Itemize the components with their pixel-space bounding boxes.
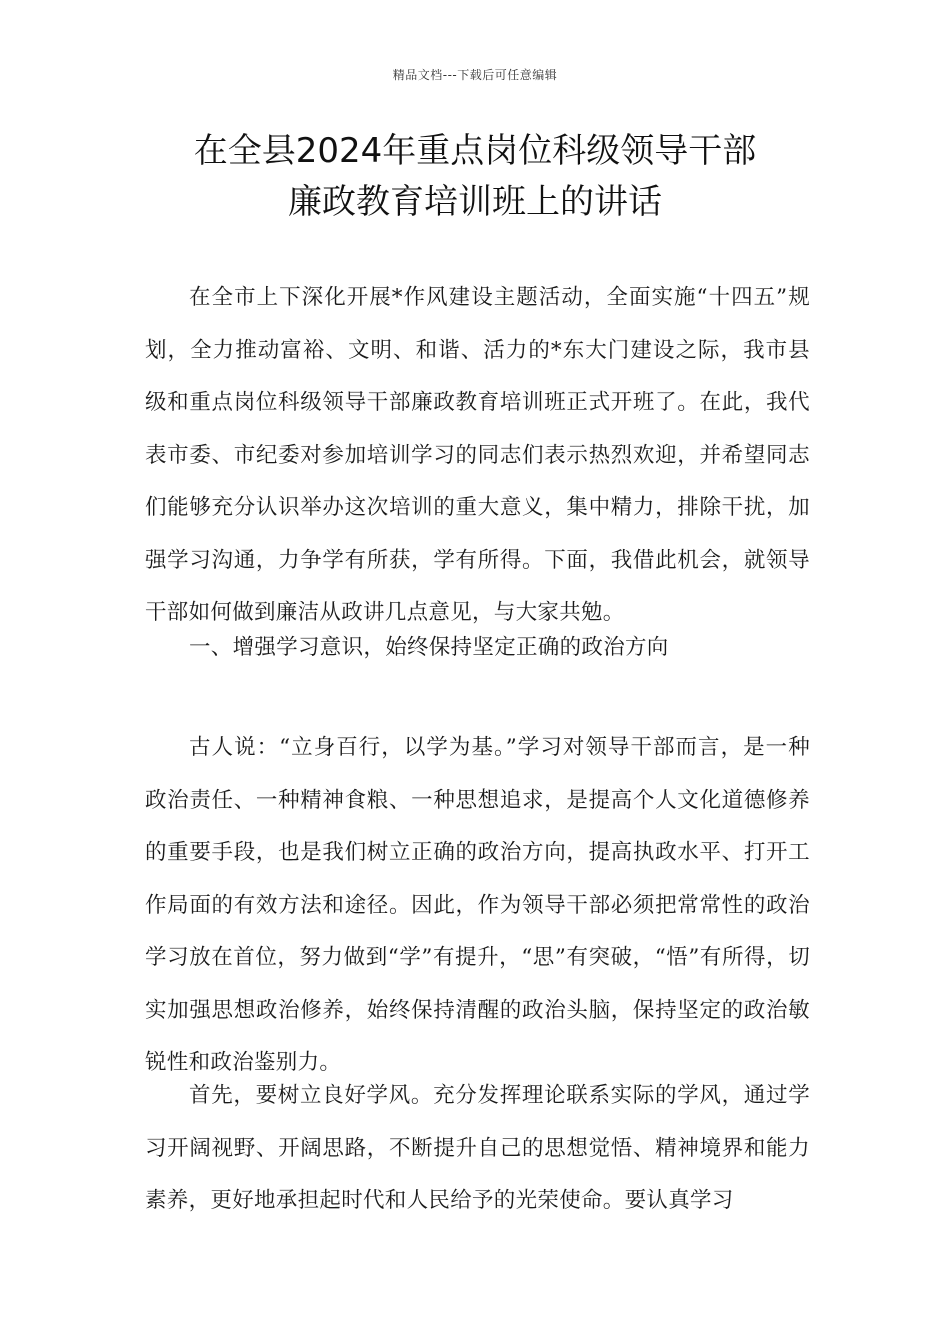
document-title <box>60 126 890 228</box>
title-line-2: 廉政教育培训班上的讲话 <box>288 182 662 222</box>
paragraph-study-style: 首先，要树立良好学风。充分发挥理论联系实际的学风，通过学习开阔视野、开阔思路，不断提升自己的思想觉悟、精神境界和能力素养，更好地承担起时代和人民给予的光荣使命。要认真学习 <box>145 1083 810 1213</box>
section-heading-1: 一、增强学习意识，始终保持坚定正确的政治方向 <box>189 635 669 660</box>
paragraph-study: 古人说：“立身百行，以学为基。”学习对领导干部而言，是一种政治责任、一种精神食粮、一种思想追求，是提高个人文化道德修养的重要手段，也是我们树立正确的政治方向，提高执政水平、打开工作局面的有效方法和途径。因此，作为领导干部必须把常常性的政治学习放在首位，努力做到“学”有提升，“思”有突破，“悟”有所得，切实加强思想政治修养，始终保持清醒的政治头脑，保持坚定的政治敏锐性和政治鉴别力。 <box>145 735 810 1075</box>
header-note: 精品文档---下载后可任意编辑 <box>392 68 558 82</box>
title-line-1: 在全县2024年重点岗位科级领导干部 <box>193 131 757 171</box>
paragraph-intro: 在全市上下深化开展*作风建设主题活动，全面实施“十四五”规划，全力推动富裕、文明、和谐、活力的*东大门建设之际，我市县级和重点岗位科级领导干部廉政教育培训班正式开班了。在此，我代表市委、市纪委对参加培训学习的同志们表示热烈欢迎，并希望同志们能够充分认识举办这次培训的重大意义，集中精力，排除干扰，加强学习沟通，力争学有所获，学有所得。下面，我借此机会，就领导干部如何做到廉洁从政讲几点意见，与大家共勉。 <box>145 285 810 625</box>
